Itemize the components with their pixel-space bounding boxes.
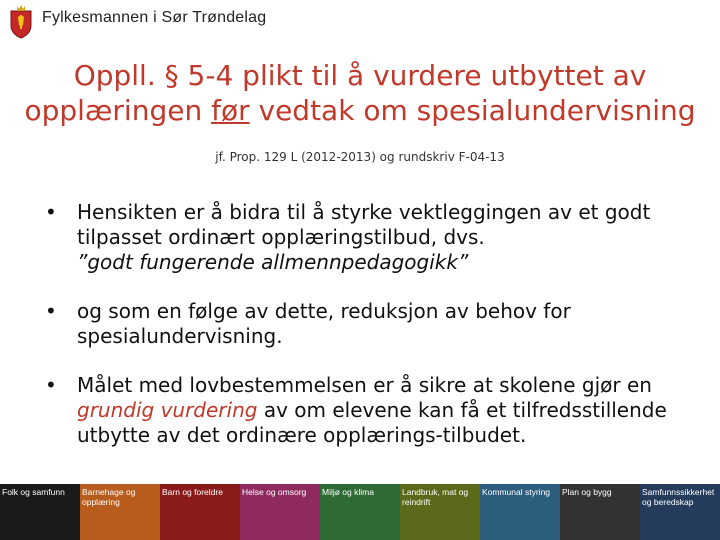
- bullet-1-text: Hensikten er å bidra til å styrke vektleggingen av et godt tilpasset ordinært opplæringstilbud, dvs.: [77, 200, 651, 249]
- bullet-2-text: og som en følge av dette, reduksjon av behov for spesialundervisning.: [77, 299, 571, 348]
- bullet-3-text-end: av om elevene kan få et tilfredsstillende utbytte av det ordinære opplærings-tilbudet.: [77, 398, 667, 447]
- title-part-2: vedtak om spesialundervisning: [249, 94, 696, 127]
- norwegian-coat-of-arms-icon: [8, 3, 34, 39]
- footer-category-link[interactable]: Plan og bygg: [560, 484, 640, 540]
- footer-category-link[interactable]: Barn og foreldre: [160, 484, 240, 540]
- footer-category-link[interactable]: Kommunal styring: [480, 484, 560, 540]
- bullet-3-emphasis: grundig vurdering: [77, 398, 258, 422]
- bullet-marker: •: [45, 299, 57, 323]
- bullet-3-text-start: Målet med lovbestemmelsen er å sikre at skolene gjør en: [77, 373, 652, 397]
- bullet-item: [45, 200, 685, 275]
- footer-category-link[interactable]: Miljø og klima: [320, 484, 400, 540]
- header: [0, 0, 720, 44]
- footer-category-link[interactable]: Folk og samfunn: [0, 484, 80, 540]
- bullet-item: [45, 299, 685, 349]
- title-underlined-word: før: [211, 94, 250, 127]
- footer-category-bar: [0, 484, 720, 540]
- bullet-marker: •: [45, 200, 57, 224]
- bullet-list: [45, 200, 685, 448]
- bullet-item: [45, 373, 685, 448]
- title-part-1: Oppll. § 5-4 plikt til å vurdere utbyttet av opplæringen: [24, 59, 647, 127]
- organization-name: Fylkesmannen i Sør Trøndelag: [42, 9, 267, 26]
- footer-category-link[interactable]: Helse og omsorg: [240, 484, 320, 540]
- footer-category-link[interactable]: Barnehage og opplæring: [80, 484, 160, 540]
- bullet-1-quote: ”godt fungerende allmennpedagogikk”: [77, 250, 469, 274]
- slide-subtitle: jf. Prop. 129 L (2012-2013) og rundskriv F-04-13: [215, 150, 505, 164]
- footer-category-link[interactable]: Landbruk, mat og reindrift: [400, 484, 480, 540]
- bullet-marker: •: [45, 373, 57, 397]
- footer-category-link[interactable]: Samfunnssikkerhet og beredskap: [640, 484, 720, 540]
- slide-title: [0, 58, 720, 128]
